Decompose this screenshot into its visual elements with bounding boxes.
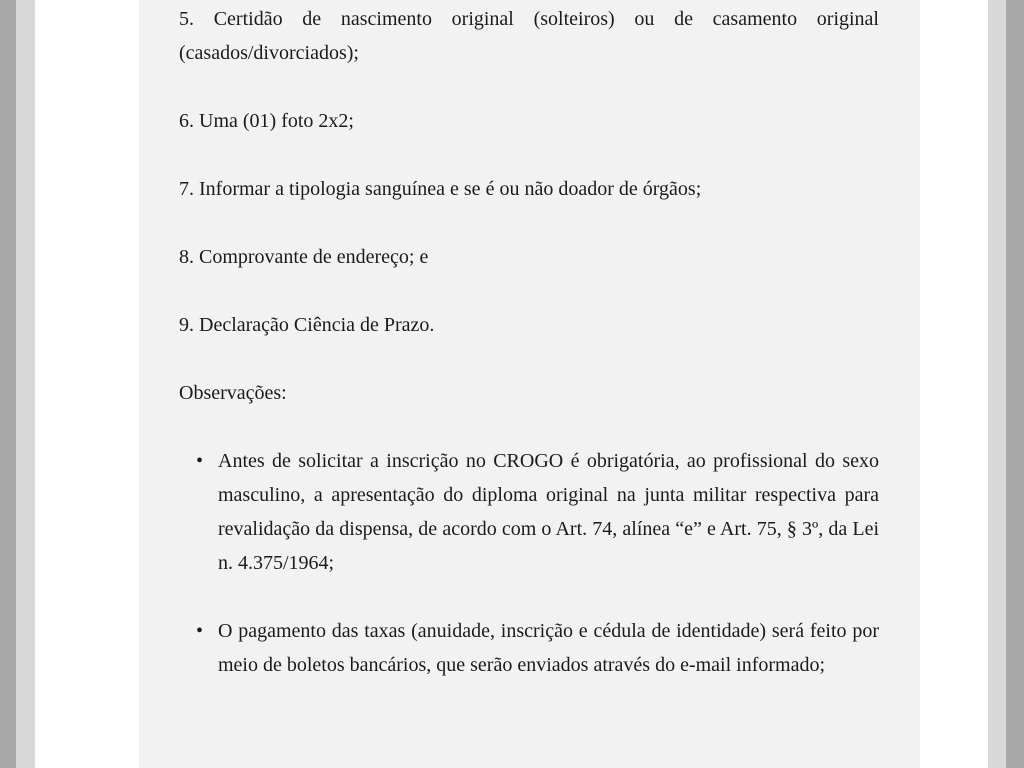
left-page-margin <box>35 0 139 768</box>
observations-heading: Observações: <box>179 382 287 404</box>
left-margin-strip <box>16 0 35 768</box>
numbered-item-6: 6. Uma (01) foto 2x2; <box>179 110 354 132</box>
observation-item-fees: • O pagamento das taxas (anuidade, inscrição e cédula de identidade) será feito por meio de boletos bancários, que serão enviados através do e-mail informado; <box>179 614 879 682</box>
left-edge-bar <box>0 0 16 768</box>
numbered-item-7: 7. Informar a tipologia sanguínea e se é ou não doador de órgãos; <box>179 178 702 200</box>
right-edge-bar <box>1006 0 1024 768</box>
numbered-item-9: 9. Declaração Ciência de Prazo. <box>179 314 435 336</box>
right-page-margin <box>920 0 988 768</box>
observations-list <box>179 444 879 682</box>
observation-item-military: • Antes de solicitar a inscrição no CROGO é obrigatória, ao profissional do sexo masculino, a apresentação do diploma original na junta militar respectiva para revalidação da dispensa, de acordo com o Art. 74, alínea “e” e Art. 75, § 3º, da Lei n. 4.375/1964; <box>179 444 879 580</box>
numbered-item-5: 5. Certidão de nascimento original (solteiros) ou de casamento original (casados/divorciados); <box>179 8 879 64</box>
right-margin-strip <box>988 0 1006 768</box>
document-content <box>139 0 920 768</box>
numbered-item-8: 8. Comprovante de endereço; e <box>179 246 429 268</box>
